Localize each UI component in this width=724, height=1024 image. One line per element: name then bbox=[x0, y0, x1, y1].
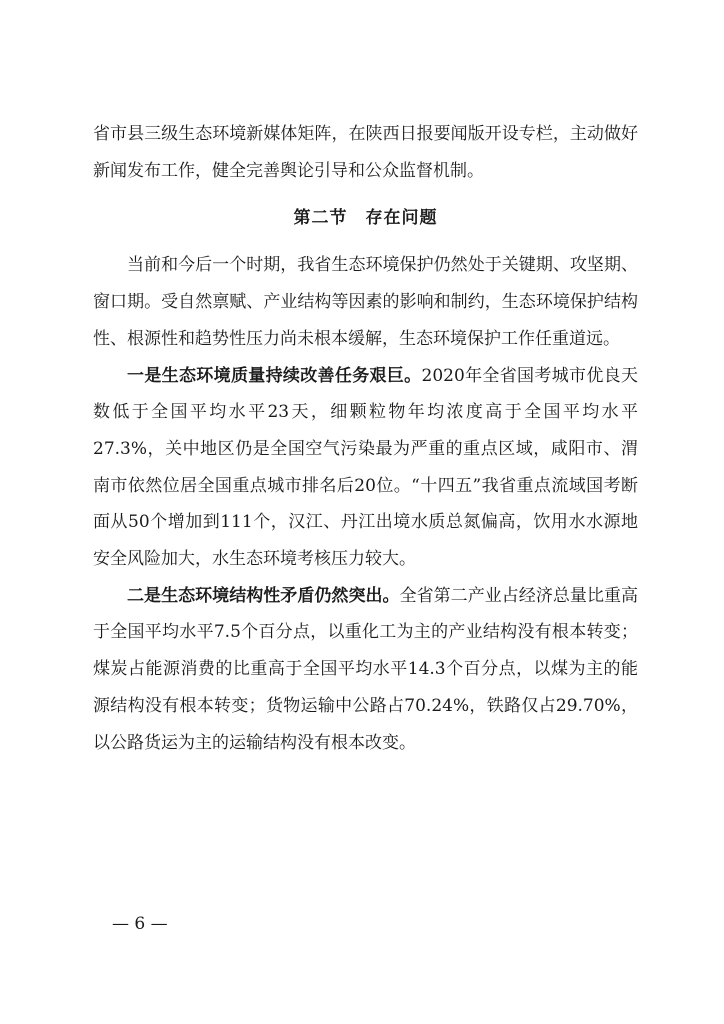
point-paragraph-1 bbox=[93, 358, 638, 578]
point-lead-1: 一是生态环境质量持续改善任务艰巨。 bbox=[127, 365, 422, 386]
continued-paragraph: 省市县三级生态环境新媒体矩阵，在陕西日报要闻版开设专栏，主动做好新闻发布工作，健全完善舆论引导和公众监督机制。 bbox=[93, 124, 638, 181]
point-lead-2: 二是生态环境结构性矛盾仍然突出。 bbox=[127, 585, 400, 606]
section-heading: 第二节 存在问题 bbox=[293, 208, 438, 229]
point-body-1: 2020年全省国考城市优良天数低于全国平均水平23天，细颗粒物年均浓度高于全国平均水平27.3%，关中地区仍是全国空气污染最为严重的重点区域，咸阳市、渭南市依然位居全国重点城市排名后20位。“十四五”我省重点流域国考断面从50个增加到111个，汉江、丹江出境水质总氮偏高，饮用水水源地安全风险加大，水生态环境考核压力较大。 bbox=[93, 365, 638, 570]
document-body bbox=[93, 116, 638, 761]
point-body-2: 全省第二产业占经济总量比重高于全国平均水平7.5个百分点，以重化工为主的产业结构没有根本转变；煤炭占能源消费的比重高于全国平均水平14.3个百分点，以煤为主的能源结构没有根本转变；货物运输中公路占70.24%，铁路仅占29.70%，以公路货运为主的运输结构没有根本改变。 bbox=[93, 585, 639, 753]
page-number: — 6 — bbox=[112, 914, 168, 934]
point-paragraph-2 bbox=[93, 578, 638, 762]
intro-paragraph: 当前和今后一个时期，我省生态环境保护仍然处于关键期、攻坚期、窗口期。受自然禀赋、产业结构等因素的影响和制约，生态环境保护结构性、根源性和趋势性压力尚未根本缓解，生态环境保护工作任重道远。 bbox=[93, 255, 638, 349]
